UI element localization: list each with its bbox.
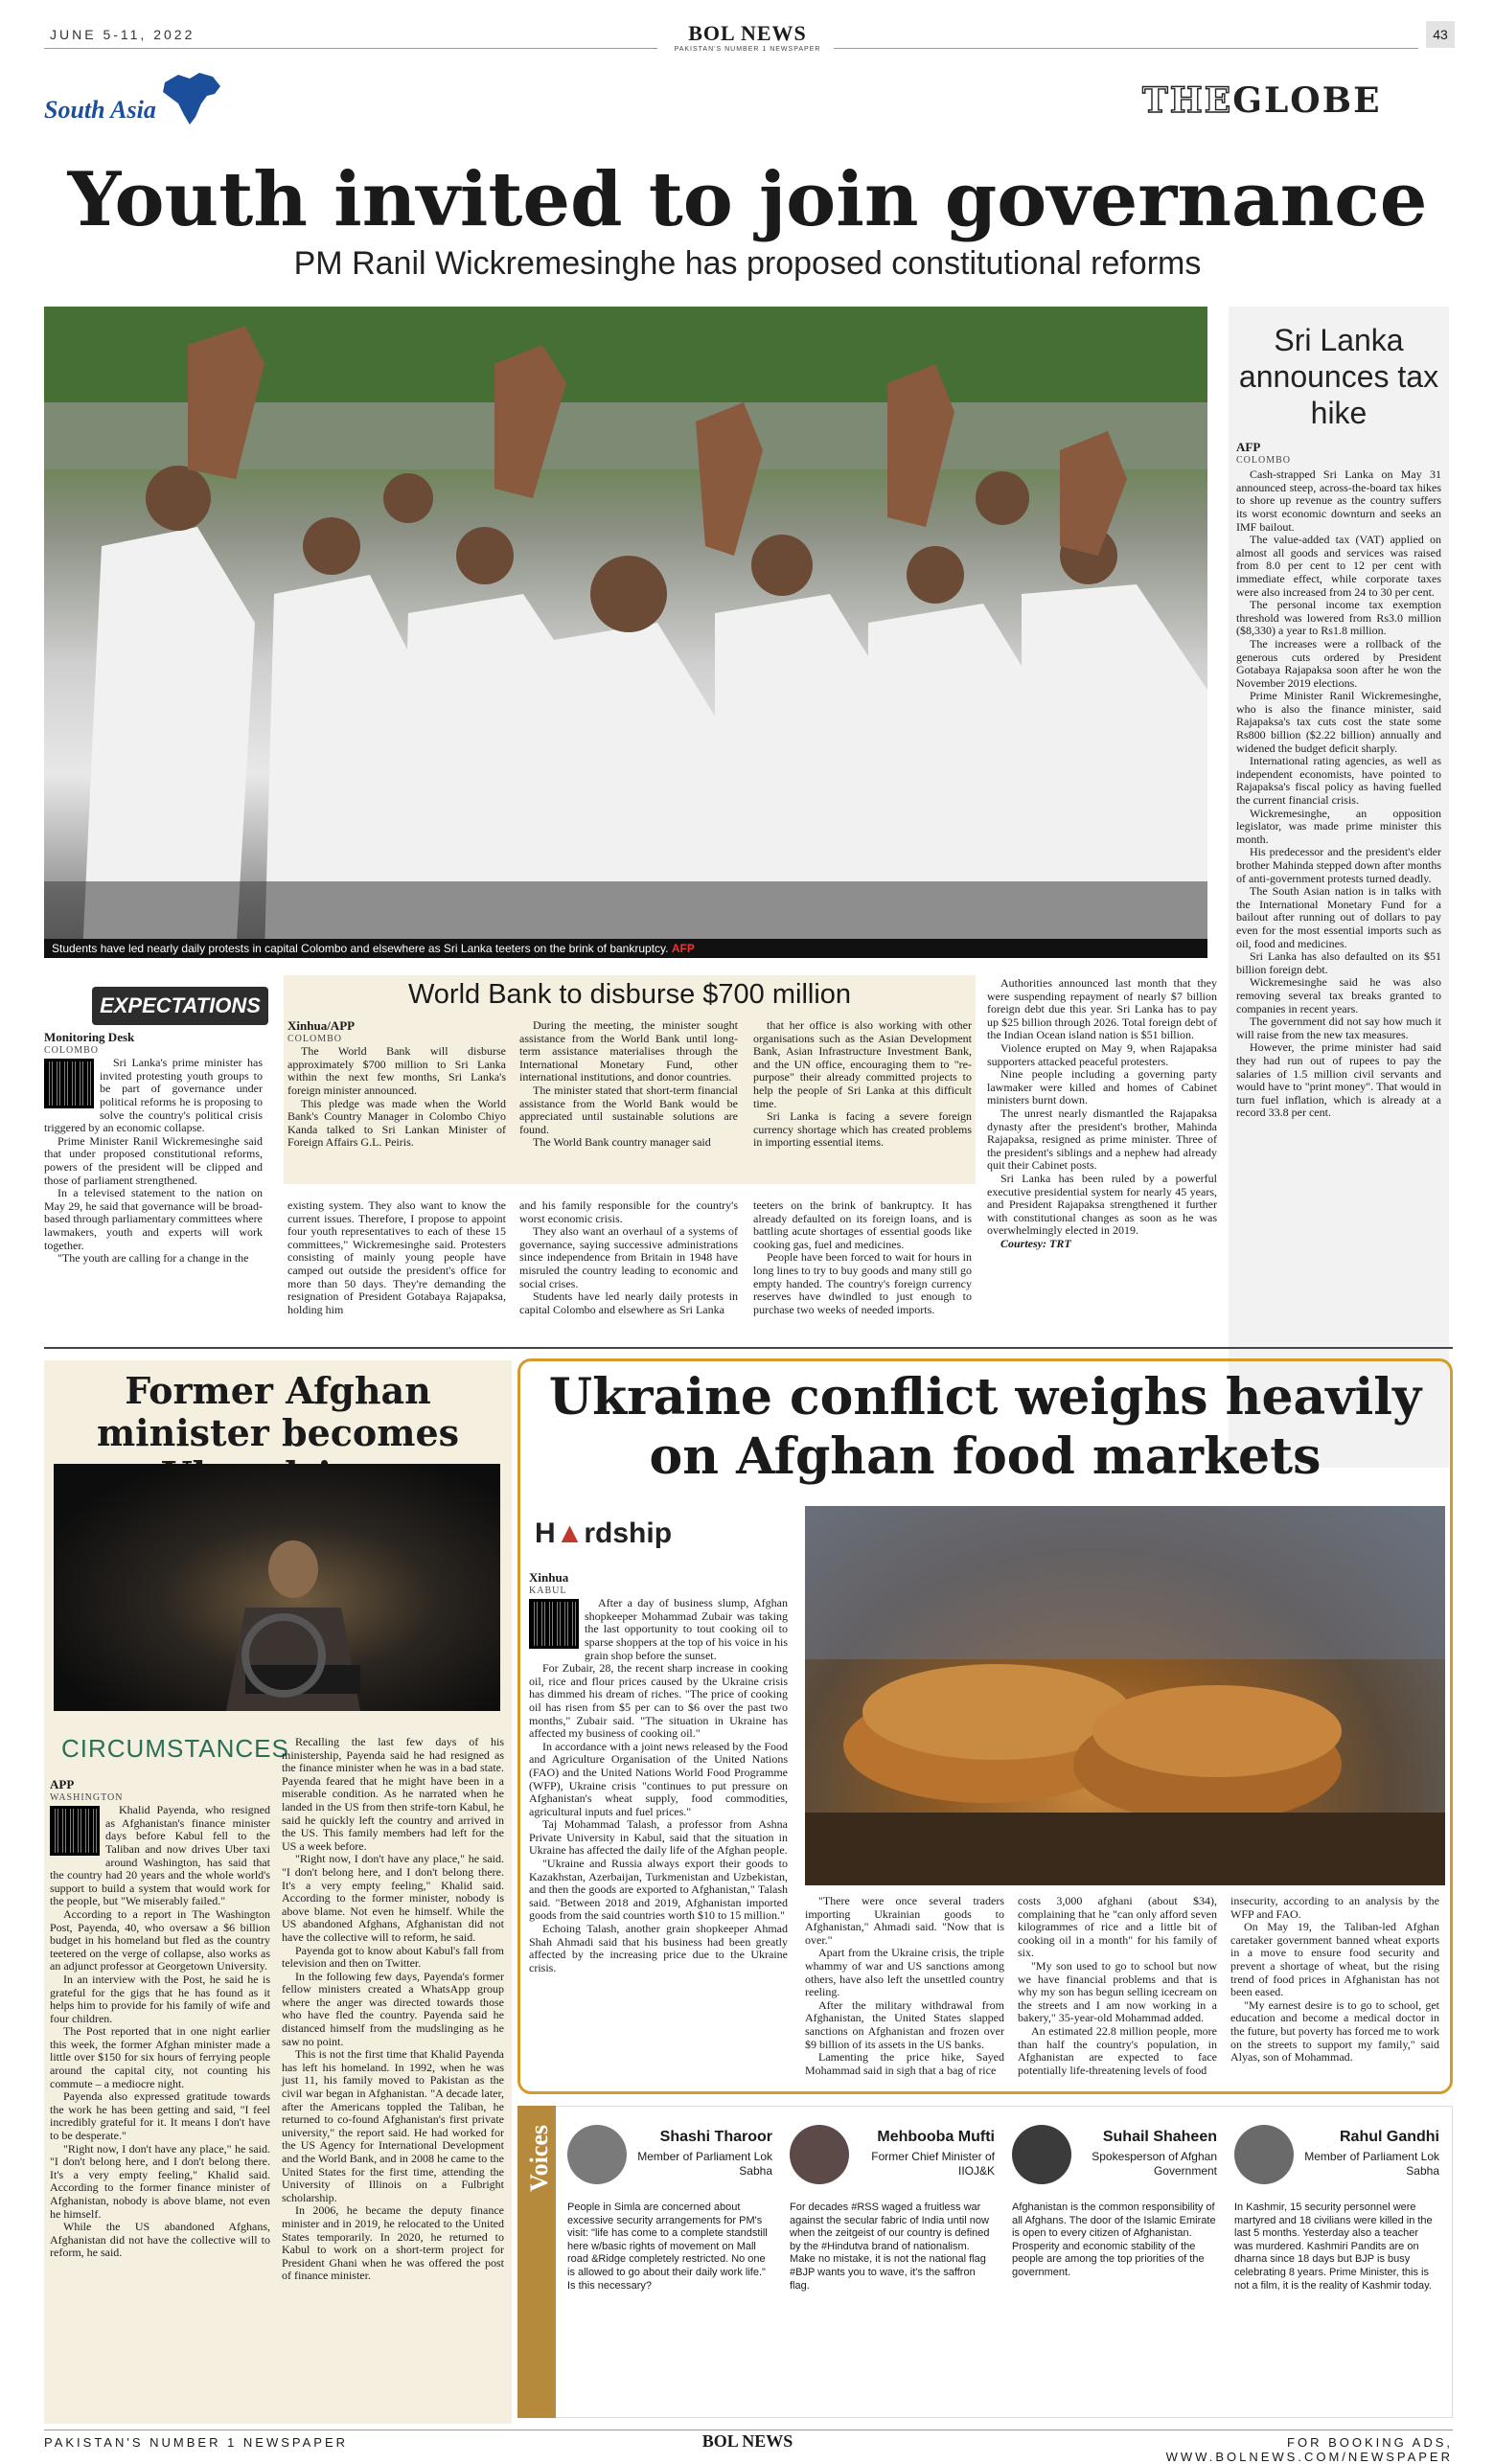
sidebar-body [1236,441,1441,1120]
ukraine-paragraph: On May 19, the Taliban-led Afghan caretaker government banned wheat exports in a move to ensure food security and prevent a shortage of wheat, but the rising trend of food prices in Afghanistan has not been eased. [1230,1920,1439,1999]
sidebar-paragraph: Wickremesinghe, an opposition legislator, was made prime minister this month. [1236,806,1441,846]
voices-tab [517,2106,556,2418]
worldbank-paragraph: This pledge was made when the World Bank's Country Manager in Colombo Chiyo Kanda talked to Sri Lankan Minister of Foreign Affairs G.L. Peiris. [287,1096,506,1150]
worldbank-paragraph: During the meeting, the minister sought assistance from the World Bank until long-term assistance materialises through the International Monetary Fund, other international institutions, and donor countries. [519,1018,738,1084]
worldbank-paragraph: The minister stated that short-term financial assistance from the World Bank would be appreciated until sustainable solutions are found. [519,1083,738,1136]
voice-quote: Afghanistan is the common responsibility of all Afghans. The door of the Islamic Emirate is open to every citizen of Afghanistan. Prosperity and economic stability of the people are among the top priorities of the government. [1012,2202,1216,2278]
sidebar-paragraph: The government did not say how much it will raise from the new tax measures. [1236,1015,1441,1041]
lead-paragraph: The unrest nearly dismantled the Rajapaksa dynasty after the president's brother, Mahinda Rajapaksa, resigned as prime minister. Three of the president's siblings and a nephew had already quit their Cabinet posts. [987,1106,1217,1173]
photo-source: AFP [671,942,695,955]
header-rule-right [834,48,1418,49]
sidebar-paragraph: Wickremesinghe said he was also removing several tax breaks granted to companies in recent years. [1236,975,1441,1015]
voice-card [562,2115,778,2408]
voice-role: Member of Parliament Lok Sabha [1304,2150,1439,2178]
voice-card [1006,2115,1223,2408]
voice-quote: People in Simla are concerned about excessive security arrangements for PM's visit: "life has come to a complete standstill here w/basic rights of movement on Mall road &Ridge completely restricted. No one is allowed to go about their daily work life." Is this necessary? [567,2202,768,2292]
afghan-paragraph: Payenda also expressed gratitude towards the work he has been getting and said, "I feel incredibly grateful for it. It means I don't have to be desperate." [50,2089,270,2143]
worldbank-byline: Xinhua/APP [287,1018,356,1033]
worldbank-column-1 [287,1019,506,1150]
afghan-paragraph: Recalling the last few days of his ministership, Payenda said he had resigned as the finance minister when he was in a bad state. Payenda feared that he might have been in a miserable condition. As he narrated when he landed in the US from then strife-torn Kabul, he said he quickly left the country and arrived in the US. This family members had left for the US a week before. [282,1735,504,1853]
worldbank-paragraph: that her office is also working with other organisations such as the Asian Development Bank, Asian Infrastructure Investment Bank, and the UN office, encouraging them to "re-purpose" their already committed projects to help the people of Sri Lanka at this difficult time. [753,1018,972,1110]
section-divider [44,1347,1453,1349]
afghan-paragraph: In an interview with the Post, he said he is grateful for the gigs that he has found as it helps him to provide for his family of wife and four children. [50,1972,270,2025]
voice-name: Mehbooba Mufti [877,2129,995,2145]
lead-column-4 [753,1199,972,1316]
lead-paragraph: Nine people including a governing party lawmaker were killed and homes of Cabinet ministers burnt down. [987,1067,1217,1107]
afghan-byline: APP [50,1777,75,1791]
ukraine-column-2 [805,1895,1004,2077]
ukraine-paragraph: In accordance with a joint news released by the Food and Agriculture Organisation of the United Nations (FAO) and the United Nations World Food Programme (WFP), Ukraine crisis "continues to put pressure on Afghanistan's wheat supply, food commodities, agricultural inputs and fuel prices." [529,1739,788,1818]
circumstances-badge: CIRCUMSTANCES [61,1734,289,1763]
afghan-paragraph: This is not the first time that Khalid Payenda has left his homeland. In 1992, when he was just 11, his family moved to Pakistan as the civil war began in Afghanistan. "A decade later, after the Americans toppled the Taliban, he returned to co-found Afghanistan's first private university," the report said. He had worked for the US Agency for International Development and the World Bank, and in 2008 he came to the United States for the first time, attending the University of Illinois on a Fulbright scholarship. [282,2047,504,2204]
lead-paragraph: Authorities announced last month that they were suspending repayment of nearly $7 billion foreign debt due this year. Sri Lanka has to pay up $25 billion through 2026. Total foreign debt of the Indian Ocean island nation is $51 billion. [987,976,1217,1042]
sidebar-paragraph: Sri Lanka has also defaulted on its $51 billion foreign debt. [1236,949,1441,976]
driver-illustration [54,1464,500,1711]
protest-photo [44,307,1207,956]
afghan-paragraph: "Right now, I don't have any place," he said. "I don't belong here, and I don't belong there. It's a very empty feeling," Khalid said. According to the former finance minister of Afghanistan, nobody is above blame, not even he himself. [50,2141,270,2221]
ukraine-column-4 [1230,1895,1439,2065]
worldbank-dateline: COLOMBO [287,1033,343,1044]
lead-paragraph: and his family responsible for the country's worst economic crisis. [519,1198,738,1225]
sidebar-title: Sri Lanka announces tax hike [1238,323,1439,430]
lead-column-1 [44,1031,263,1266]
lead-paragraph: They also want an overhaul of a systems of governance, saying successive administrations since independence from Britain in 1948 have misruled the country leading to economic and social crises. [519,1224,738,1290]
ukraine-paragraph: costs 3,000 afghani (about $34), complaining that he "can only afford seven kilogrammes of rice and a little bit of cooking oil in a month" for his family of six. [1018,1894,1217,1960]
voice-quote: For decades #RSS waged a fruitless war against the secular fabric of India until now when the zeitgeist of our country is defined by the #Hindutva brand of nationalism. Make no mistake, it is not the national flag #BJP wants you to wave, it's the saffron flag. [790,2202,990,2292]
sidebar-paragraph: His predecessor and the president's elder brother Mahinda stepped down after months of anti-government protests turned deadly. [1236,845,1441,885]
sidebar-paragraph: International rating agencies, as well as independent economists, have pointed to Rajapaksa's fiscal policy as having fuelled the current financial crisis. [1236,754,1441,808]
ukraine-paragraph: After a day of business slump, Afghan shopkeeper Mohammad Zubair was taking the last opportunity to tout cooking oil to sparse shoppers at the top of his voice in his grain shop before the sunset. [585,1596,788,1662]
ukraine-paragraph: Lamenting the price hike, Sayed Mohammad said in sigh that a bag of rice [805,2050,1004,2077]
worldbank-paragraph: The World Bank will disburse approximately $700 million to Sri Lanka within the next few months, Sri Lanka's foreign minister announced. [287,1044,506,1097]
ukraine-paragraph: Echoing Talash, another grain shopkeeper Ahmad Shah Ahmadi said that his business had been greatly affected by the increasing price due to the Ukraine crisis. [529,1922,788,1974]
afghan-paragraph: Payenda got to know about Kabul's fall from television and then on Twitter. [282,1943,504,1971]
sidebar-byline: AFP [1236,440,1261,454]
afghan-minister-headline: Former Afghan minister becomes [96,1369,460,1454]
courtesy-credit: Courtesy: TRT [1000,1236,1071,1250]
ukraine-headline: Ukraine conflict weighs heavily on Afghan food markets [548,1368,1422,1486]
qr-code-icon[interactable] [44,1059,94,1108]
sidebar-paragraph: The personal income tax exemption threshold was lowered from Rs3.0 million ($8,330) a year to Rs1.8 million. [1236,598,1441,638]
ukraine-column-3 [1018,1895,1217,2077]
sidebar-paragraph: The increases were a rollback of the generous cuts ordered by President Gotabaya Rajapaksa soon after he won the November 2019 elections. [1236,636,1441,690]
lead-paragraph: People have been forced to wait for hours in long lines to try to buy goods and many still go empty handed. The country's foreign currency reserves have dwindled to just enough to purchase two weeks of needed imports. [753,1250,972,1316]
page-number: 43 [1426,21,1455,48]
lead-paragraph: Prime Minister Ranil Wickremesinghe said that under proposed constitutional reforms, powers of the president will be clipped and those of parliament strengthened. [44,1133,263,1187]
lead-paragraph: Sri Lanka's prime minister has invited protesting youth groups to be part of governance under political reforms he is proposing to solve the country's political crisis triggered by an economic collapse. [44,1056,263,1135]
footer-logo[interactable]: BOL NEWS [701,2431,793,2451]
voice-role: Spokesperson of Afghan Government [1092,2150,1217,2178]
ukraine-paragraph: "There were once several traders importing Ukrainian goods to Afghanistan," Ahmadi said. "Now that is over." [805,1894,1004,1947]
afghan-paragraph: In 2006, he became the deputy finance minister and in 2019, he relocated to the United States temporarily. In 2020, he returned to Kabul to work on a short-term project for President Ghani when he was offered the post of finance minister. [282,2203,504,2283]
lead-paragraph: teeters on the brink of bankruptcy. It has already defaulted on its foreign loans, and is battling acute shortages of essential goods like cooking gas, fuel and medicines. [753,1198,972,1251]
lead-paragraph: existing system. They also want to know the current issues. Therefore, I propose to appoint four youth representatives to each of these 15 committees," Wickremesinghe said. Protesters consisting of mainly young people have camped out outside the president's office for more than 50 days. They're demanding the resignation of President Gotabaya Rajapaksa, holding him [287,1198,506,1316]
masthead-logo[interactable] [671,21,824,53]
footer-ads-link[interactable]: FOR BOOKING ADS, WWW.BOLNEWS.COM/NEWSPAPER [1165,2435,1453,2464]
afghan-column-2 [282,1736,504,2283]
ukraine-paragraph: "My son used to go to school but now we have financial problems and that is why my son has begun selling icecream on the streets and I am now working in a bakery," 35-year-old Mohammad added. [1018,1958,1217,2025]
ukraine-paragraph: "My earnest desire is to go to school, get education and become a medical doctor in the future, but poverty has forced me to work on the streets to support my family," said Alyas, son of Mohammad. [1230,1997,1439,2065]
worldbank-column-2 [519,1019,738,1150]
ukraine-paragraph: An estimated 22.8 million people, more than half the country's population, in Afghanistan are expected to face potentially life-threatening levels of food [1018,2023,1217,2077]
ukraine-column-1 [529,1571,788,1974]
ukraine-paragraph: insecurity, according to an analysis by the WFP and FAO. [1230,1894,1439,1921]
sidebar-dateline: COLOMBO [1236,454,1292,466]
worldbank-paragraph: The World Bank country manager said [533,1135,711,1150]
section-title-the: THE [1142,80,1233,121]
uber-driver-photo [54,1464,500,1711]
issue-date: JUNE 5-11, 2022 [50,27,195,42]
bread-market-photo [805,1506,1445,1885]
footer-tagline: PAKISTAN'S NUMBER 1 NEWSPAPER [44,2435,349,2450]
afghan-paragraph: In the following few days, Payenda's former fellow ministers created a WhatsApp group where the anger was directed towards those who have fled the country. Payenda said he distanced himself from the mudslinging as he saw no point. [282,1969,504,2048]
lead-byline: Monitoring Desk [44,1030,135,1044]
afghan-paragraph: Khalid Payenda, who resigned as Afghanistan's finance minister days before Kabul fell to the Taliban and now drives Uber taxi around Washington, has said that the country had 20 years and the whole world's support to build a system that would work for the people, but "We miserably failed." [50,1803,270,1908]
lead-paragraph: Students have led nearly daily protests in capital Colombo and elsewhere as Sri Lanka [519,1289,738,1316]
lead-paragraph: "The youth are calling for a change in the [57,1251,249,1266]
section-title [1142,80,1382,121]
voice-name: Suhail Shaheen [1102,2129,1217,2145]
hardship-badge [535,1517,672,1550]
lead-column-2 [287,1199,506,1316]
avatar [567,2125,627,2184]
lead-column-5 [987,977,1217,1250]
sidebar-paragraph: Prime Minister Ranil Wickremesinghe, who is also the finance minister, said Rajapaksa's tax cuts cost the state some Rs800 billion ($2.22 billion) annually and widened the budget deficit sharply. [1236,689,1441,755]
lead-subhead: PM Ranil Wickremesinghe has proposed constitutional reforms [293,245,1202,282]
lead-paragraph: Sri Lanka has been ruled by a powerful executive presidential system for nearly 45 years, and President Rajapaksa strengthened it further with constitutional changes as soon as he was overwhelmingly elected in 2019. [987,1171,1217,1238]
voice-role: Former Chief Minister of IIOJ&K [871,2150,995,2178]
ukraine-paragraph: Taj Mohammad Talash, a professor from Ashna Private University in Kabul, said that the situation in Ukraine has affected the daily life of the Afghan people. [529,1817,788,1858]
ukraine-dateline: KABUL [529,1585,567,1596]
section-title-globe: GLOBE [1232,80,1382,121]
ukraine-paragraph: For Zubair, 28, the recent sharp increase in cooking oil, rice and flour prices caused by the Ukraine crisis has dimmed his dream of riches. "The price of cooking oil has risen from $5 per can to $6 over the past two months," Zubair said. "The situation in Ukraine has affected my business of cooking oil." [529,1661,788,1741]
afghan-paragraph: According to a report in The Washington Post, Payenda, 40, who oversaw a $6 billion budget in his homeland but fled as the country teetered on the verge of collapse, also works as an adjunct professor at Georgetown University. [50,1906,270,1973]
ukraine-paragraph: Apart from the Ukraine crisis, the triple whammy of war and US sanctions among others, have also left the unsettled country reeling. [805,1946,1004,1999]
voices-label: Voices [525,2125,553,2192]
worldbank-title: World Bank to disburse $700 million [407,979,852,1010]
afghan-dateline: WASHINGTON [50,1791,124,1803]
voice-card [784,2115,1000,2408]
ukraine-paragraph: After the military withdrawal from Afghanistan, the United States slapped sanctions on Afghanistan and frozen over $9 billion of its assets in the US banks. [805,1997,1004,2051]
photo-caption-text: Students have led nearly daily protests in capital Colombo and elsewhere as Sri Lanka teeters on the brink of bankruptcy. [52,942,669,955]
masthead-tagline: PAKISTAN'S NUMBER 1 NEWSPAPER [674,46,821,53]
avatar [1012,2125,1071,2184]
lead-dateline: COLOMBO [44,1044,100,1056]
sidebar-paragraph: The value-added tax (VAT) applied on almost all goods and services was raised from 8.0 per cent to 12 per cent with immediate effect, while corporate taxes were also increased from 24 to 30 per cent. [1236,533,1441,599]
avatar [790,2125,849,2184]
expectations-badge: EXPECTATIONS [92,987,268,1025]
voice-quote: In Kashmir, 15 security personnel were martyred and 18 civilians were killed in the last 5 months. Yesterday also a teacher was murdered. Kashmiri Pandits are on dharna since 18 days but BJP is busy celebrating 8 years. Prime Minister, this is not a film, it is the reality of Kashmir today. [1234,2202,1433,2292]
sidebar-paragraph: However, the prime minister had said they had run out of rupees to pay the salaries of 1.5 million civil servants and would have to "print money". That would in turn fuel inflation, which is already at a record 33.8 per cent. [1236,1040,1441,1120]
voice-card [1229,2115,1445,2408]
sidebar-paragraph: Cash-strapped Sri Lanka on May 31 announced steep, across-the-board tax hikes to shore up revenue as the country suffers its worst economic downturn and seeks an IMF bailout. [1236,468,1441,534]
qr-code-icon[interactable] [529,1599,579,1649]
bread-illustration [805,1506,1445,1885]
voice-name: Rahul Gandhi [1340,2129,1439,2145]
south-asia-map-icon [157,69,224,128]
worldbank-paragraph: Sri Lanka is facing a severe foreign currency shortage which has created problems in importing essential items. [753,1109,972,1150]
lead-headline: Youth invited to join governance [67,156,1428,243]
hardship-badge-prefix: H [535,1517,556,1549]
header-rule-left [44,48,657,49]
afghan-paragraph: "Right now, I don't have any place," he said. "I don't belong here, and I don't belong there. It's a very empty feeling," Khalid said. According to the former minister, nobody is above blame. Not even he himself. While the US abandoned Afghans, Afghanistan did not have the collective will to reform, he said. [282,1852,504,1944]
qr-code-icon[interactable] [50,1806,100,1856]
sidebar-paragraph: The South Asian nation is in talks with the International Monetary Fund for a bailout after running out of dollars to pay even for the most essential imports such as oil, food and medicines. [1236,884,1441,950]
voice-role: Member of Parliament Lok Sabha [637,2150,772,2178]
afghan-column-1 [50,1778,270,2260]
avatar [1234,2125,1294,2184]
photo-caption [44,939,1207,958]
ukraine-byline: Xinhua [529,1570,569,1585]
afghan-paragraph: The Post reported that in one night earlier this week, the former Afghan minister made a little over $150 for six hours of ferrying people around the capital city, not counting his commute – a mediocre night. [50,2024,270,2090]
flame-icon: ▲ [555,1517,585,1549]
lead-paragraph: In a televised statement to the nation on May 29, he said that governance will be broad-based through parliamentary committees where lawmakers, youth and experts will work together. [44,1186,263,1252]
ukraine-paragraph: "Ukraine and Russia always export their goods to Kazakhstan, Azerbaijan, Turkmenistan and Uzbekistan, and then the goods are exported to Afghanistan," Talash said. "Between 2018 and 2019, Afghanistan imported goods from the said countries worth $10 to 15 million." [529,1857,788,1923]
lead-column-3 [519,1199,738,1316]
region-label [44,69,188,132]
afghan-paragraph: While the US abandoned Afghans, Afghanistan did not have the collective will to reform, he said. [50,2220,270,2260]
lead-paragraph: Violence erupted on May 9, when Rajapaksa supporters attacked peaceful protesters. [987,1040,1217,1068]
worldbank-column-3 [753,1019,972,1150]
voice-name: Shashi Tharoor [659,2129,772,2145]
masthead-name: BOL NEWS [688,21,807,45]
hardship-badge-suffix: rdship [584,1517,673,1549]
protest-illustration [44,307,1207,956]
region-name: South Asia [44,96,156,124]
